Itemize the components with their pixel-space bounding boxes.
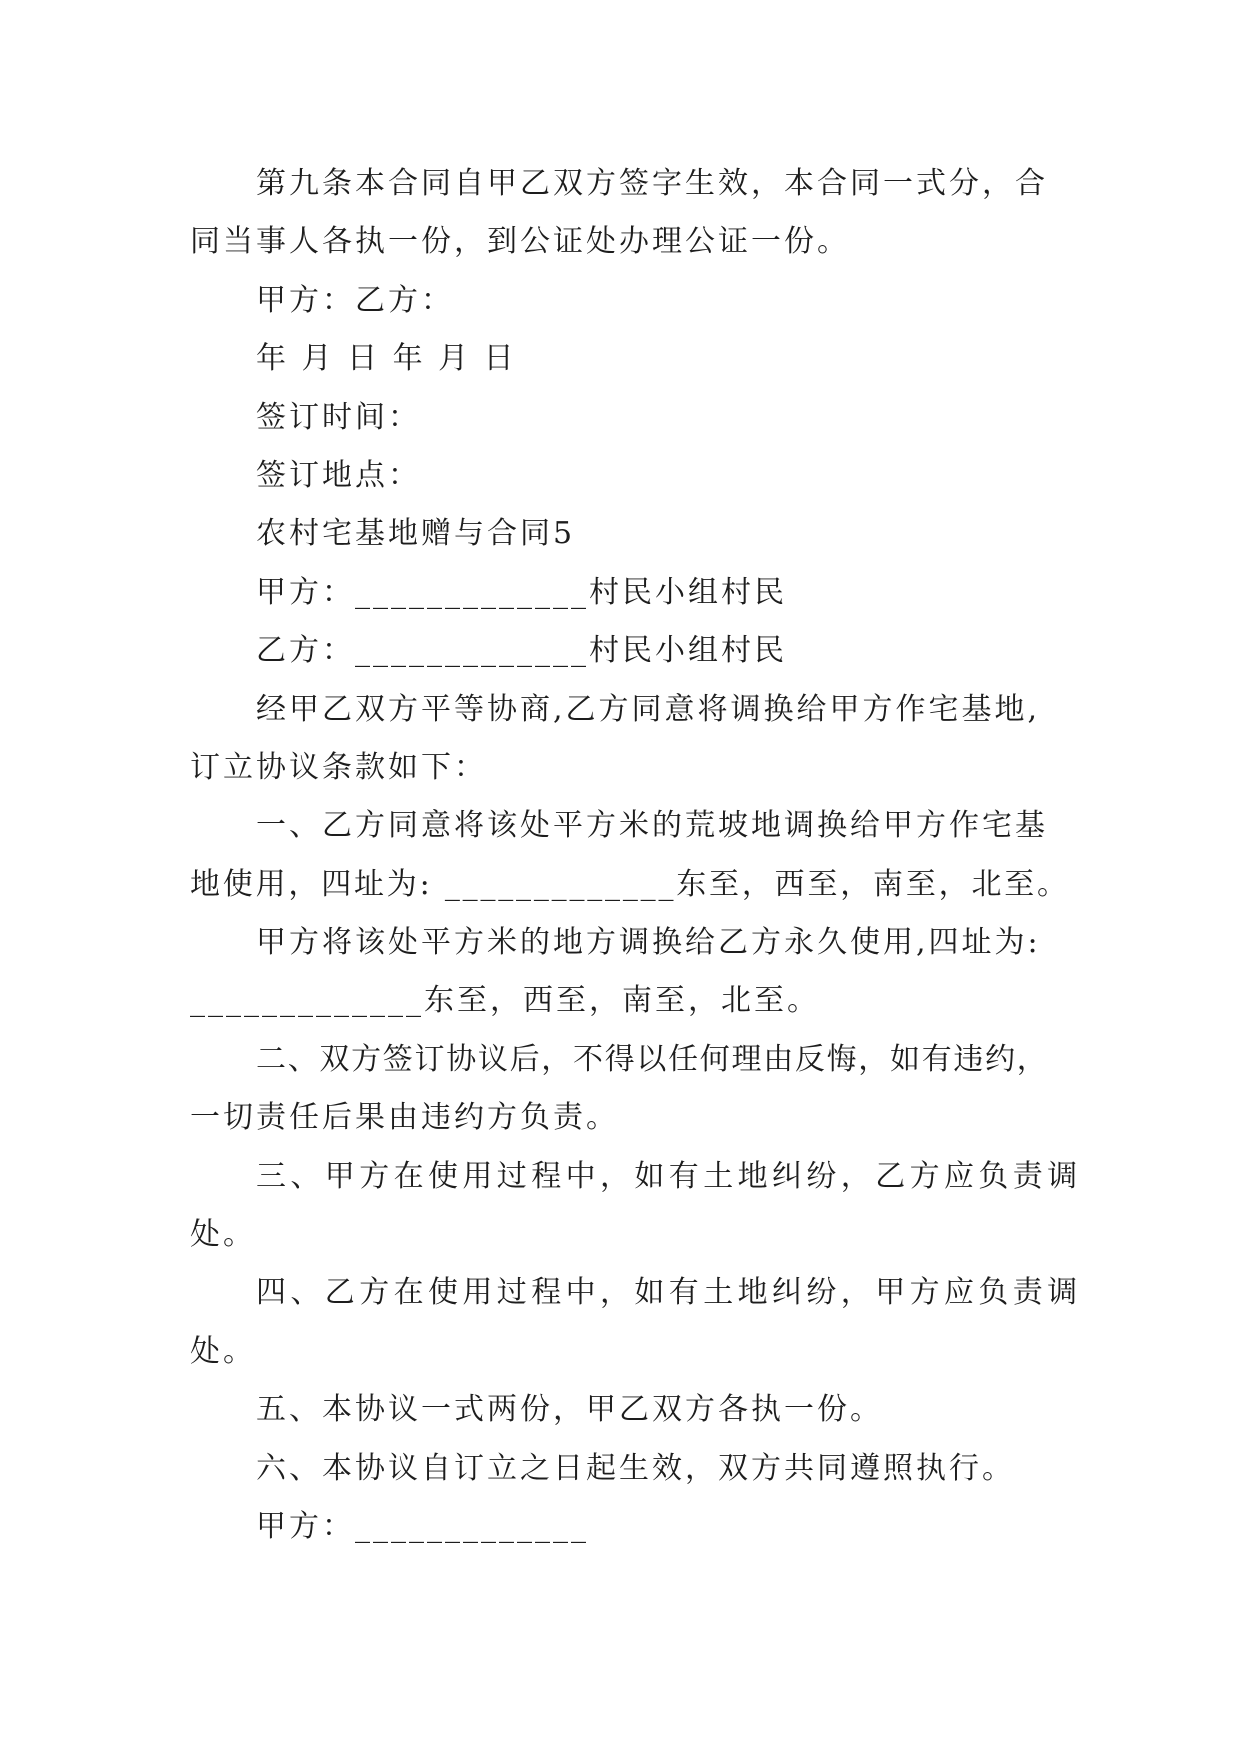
contract-title: [190, 505, 1090, 563]
signing-time-line: [190, 389, 1090, 447]
text-line: 同当事人各执一份，到公证处办理公证一份。: [190, 224, 850, 260]
signature-date-line: [190, 330, 1090, 388]
preamble-paragraph: [190, 681, 1090, 798]
party-a-land-paragraph: [190, 914, 1090, 1031]
text-line: 四、乙方在使用过程中，如有土地纠纷，甲方应负责调: [256, 1275, 1082, 1311]
text-line: 五、本协议一式两份，甲乙双方各执一份。: [256, 1392, 883, 1428]
clause-9-paragraph: [190, 155, 1090, 272]
document-body: [190, 155, 1090, 1556]
party-a-line: [190, 564, 1090, 622]
text-line: 第九条本合同自甲乙双方签字生效，本合同一式分，合: [256, 166, 1048, 201]
text-line: 甲方将该处平方米的地方调换给乙方永久使用,四址为:: [256, 925, 1041, 961]
text-line: 处。: [190, 1217, 256, 1253]
clause-4-paragraph: [190, 1264, 1090, 1381]
text-line: 农村宅基地赠与合同5: [256, 516, 576, 552]
clause-1-paragraph: [190, 797, 1090, 914]
text-line: 签订地点：: [256, 457, 421, 493]
text-line: _____________东至，西至，南至，北至。: [190, 983, 820, 1019]
text-line: 一、乙方同意将该处平方米的荒坡地调换给甲方作宅基: [256, 808, 1048, 844]
text-line: 经甲乙双方平等协商,乙方同意将调换给甲方作宅基地,: [256, 691, 1041, 727]
text-line: 二、双方签订协议后，不得以任何理由反悔，如有违约，: [256, 1041, 1049, 1077]
clause-2-paragraph: [190, 1031, 1090, 1148]
text-line: 六、本协议自订立之日起生效，双方共同遵照执行。: [256, 1450, 1015, 1486]
clause-3-paragraph: [190, 1148, 1090, 1265]
text-line: 年 月 日 年 月 日: [256, 341, 517, 377]
signing-place-line: [190, 447, 1090, 505]
text-line: 一切责任后果由违约方负责。: [190, 1100, 619, 1136]
text-line: 甲方：_____________村民小组村民: [256, 574, 787, 610]
text-line: 三、甲方在使用过程中，如有土地纠纷，乙方应负责调: [256, 1158, 1082, 1194]
text-line: 乙方：_____________村民小组村民: [256, 633, 787, 669]
text-line: 甲方：_____________: [256, 1508, 589, 1544]
text-line: 订立协议条款如下：: [190, 749, 487, 785]
signature-parties-line: [190, 272, 1090, 330]
text-line: 签订时间：: [256, 399, 421, 435]
clause-5-paragraph: [190, 1381, 1090, 1439]
text-line: 地使用，四址为: _____________东至，西至，南至，北至。: [190, 866, 1070, 902]
text-line: 甲方：乙方：: [256, 282, 454, 318]
clause-6-paragraph: [190, 1440, 1090, 1498]
party-b-line: [190, 622, 1090, 680]
text-line: 处。: [190, 1333, 256, 1369]
party-a-signature-line: [190, 1498, 1090, 1556]
